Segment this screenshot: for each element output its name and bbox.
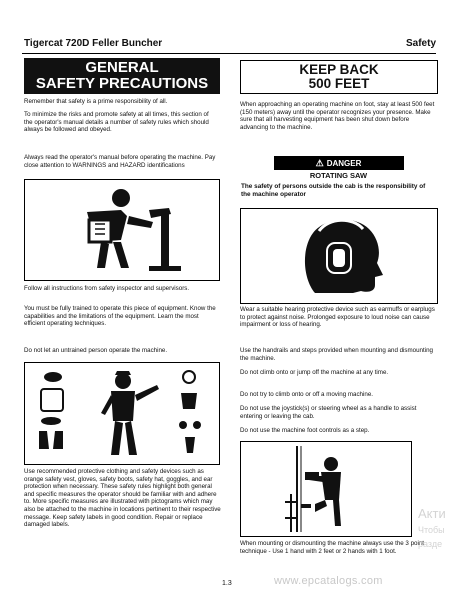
keep-back-banner [240,60,438,94]
keep-back-line-1: KEEP BACK [299,62,379,77]
ear-protection-head-icon [241,209,437,303]
activation-line-3: разде [418,539,443,549]
danger-label: DANGER [326,158,362,168]
climbing-machine-icon [241,442,411,536]
page-number: 1.3 [222,580,232,587]
activation-overlay [418,505,446,551]
activation-line-2: Чтобы [418,525,445,535]
right-paragraph-3: Use the handrails and steps provided when mounting and dismounting the machine. [240,347,433,362]
document-title: Tigercat 720D Feller Buncher [24,38,163,49]
right-paragraph-4: Do not climb onto or jump off the machine at any time. [240,369,389,376]
watermark: www.epcatalogs.com [274,575,383,587]
ppe-worker-icon [25,363,219,464]
left-paragraph-7: Use recommended protective clothing and safety devices such as orange safety vest, gloves, safety boots, safety hat, goggles, and ear protection when necessary. These safety rules highlight both general and specific measures the operator should be familiar with and adhere to. More specific measures are illustrated with pictograms which may also be attached to the machine in locations pertinent to their respective message. Keep safety labels in good condition. Repair or replace damaged labels. [24,468,221,529]
left-paragraph-1: Remember that safety is a prime responsibility of all. [24,98,168,105]
left-paragraph-5: You must be fully trained to operate this piece of equipment. Know the capabilities and the limitations of the equipment. Learn the most efficient operating techniques. [24,305,216,328]
warning-triangle-icon: ⚠ [315,157,324,168]
header-rule [22,53,436,54]
right-paragraph-6: Do not use the joystick(s) or steering wheel as a handle to assist entering or leaving the cab. [240,405,417,420]
read-manual-pictogram [24,179,220,281]
protective-equipment-pictogram [24,362,220,465]
right-paragraph-1: When approaching an operating machine on foot, stay at least 500 feet (150 meters) away until the operator recognizes your presence. Make sure that all harvesting equipment has been shut down before advancing to the machine. [240,101,435,131]
right-paragraph-5: Do not try to climb onto or off a moving machine. [240,391,373,398]
left-paragraph-2: To minimize the risks and promote safety at all times, this section of the operator's manual details a number of safety rules which should always be followed and obeyed. [24,111,209,134]
left-paragraph-4: Follow all instructions from safety inspector and supervisors. [24,285,190,292]
hearing-protection-pictogram [240,208,438,304]
section-title: Safety [405,38,436,49]
danger-text: The safety of persons outside the cab is the responsibility of the machine operator [241,183,426,198]
banner-line-1: GENERAL [85,59,159,76]
activation-line-1: Акти [418,506,446,521]
reader-at-lectern-icon [25,180,219,280]
right-paragraph-2: Wear a suitable hearing protective device such as earmuffs or earplugs to protect against noise. Prolonged exposure to loud noise can cause impairment or loss of hearing. [240,306,435,329]
keep-back-line-2: 500 FEET [308,76,370,91]
danger-subtitle: ROTATING SAW [309,171,368,180]
right-paragraph-8: When mounting or dismounting the machine always use the 3 point technique - Use 1 hand with 2 feet or 2 hands with 1 foot. [240,540,425,555]
left-paragraph-6: Do not let an untrained person operate the machine. [24,347,168,354]
general-safety-banner [24,58,220,94]
three-point-contact-pictogram [240,441,412,537]
right-paragraph-7: Do not use the machine foot controls as a step. [240,427,370,434]
danger-notice [241,156,436,199]
danger-header [274,156,404,170]
left-paragraph-3: Always read the operator's manual before operating the machine. Pay close attention to WARNINGS and HAZARD identifications [24,154,216,169]
banner-line-2: SAFETY PRECAUTIONS [35,75,209,92]
